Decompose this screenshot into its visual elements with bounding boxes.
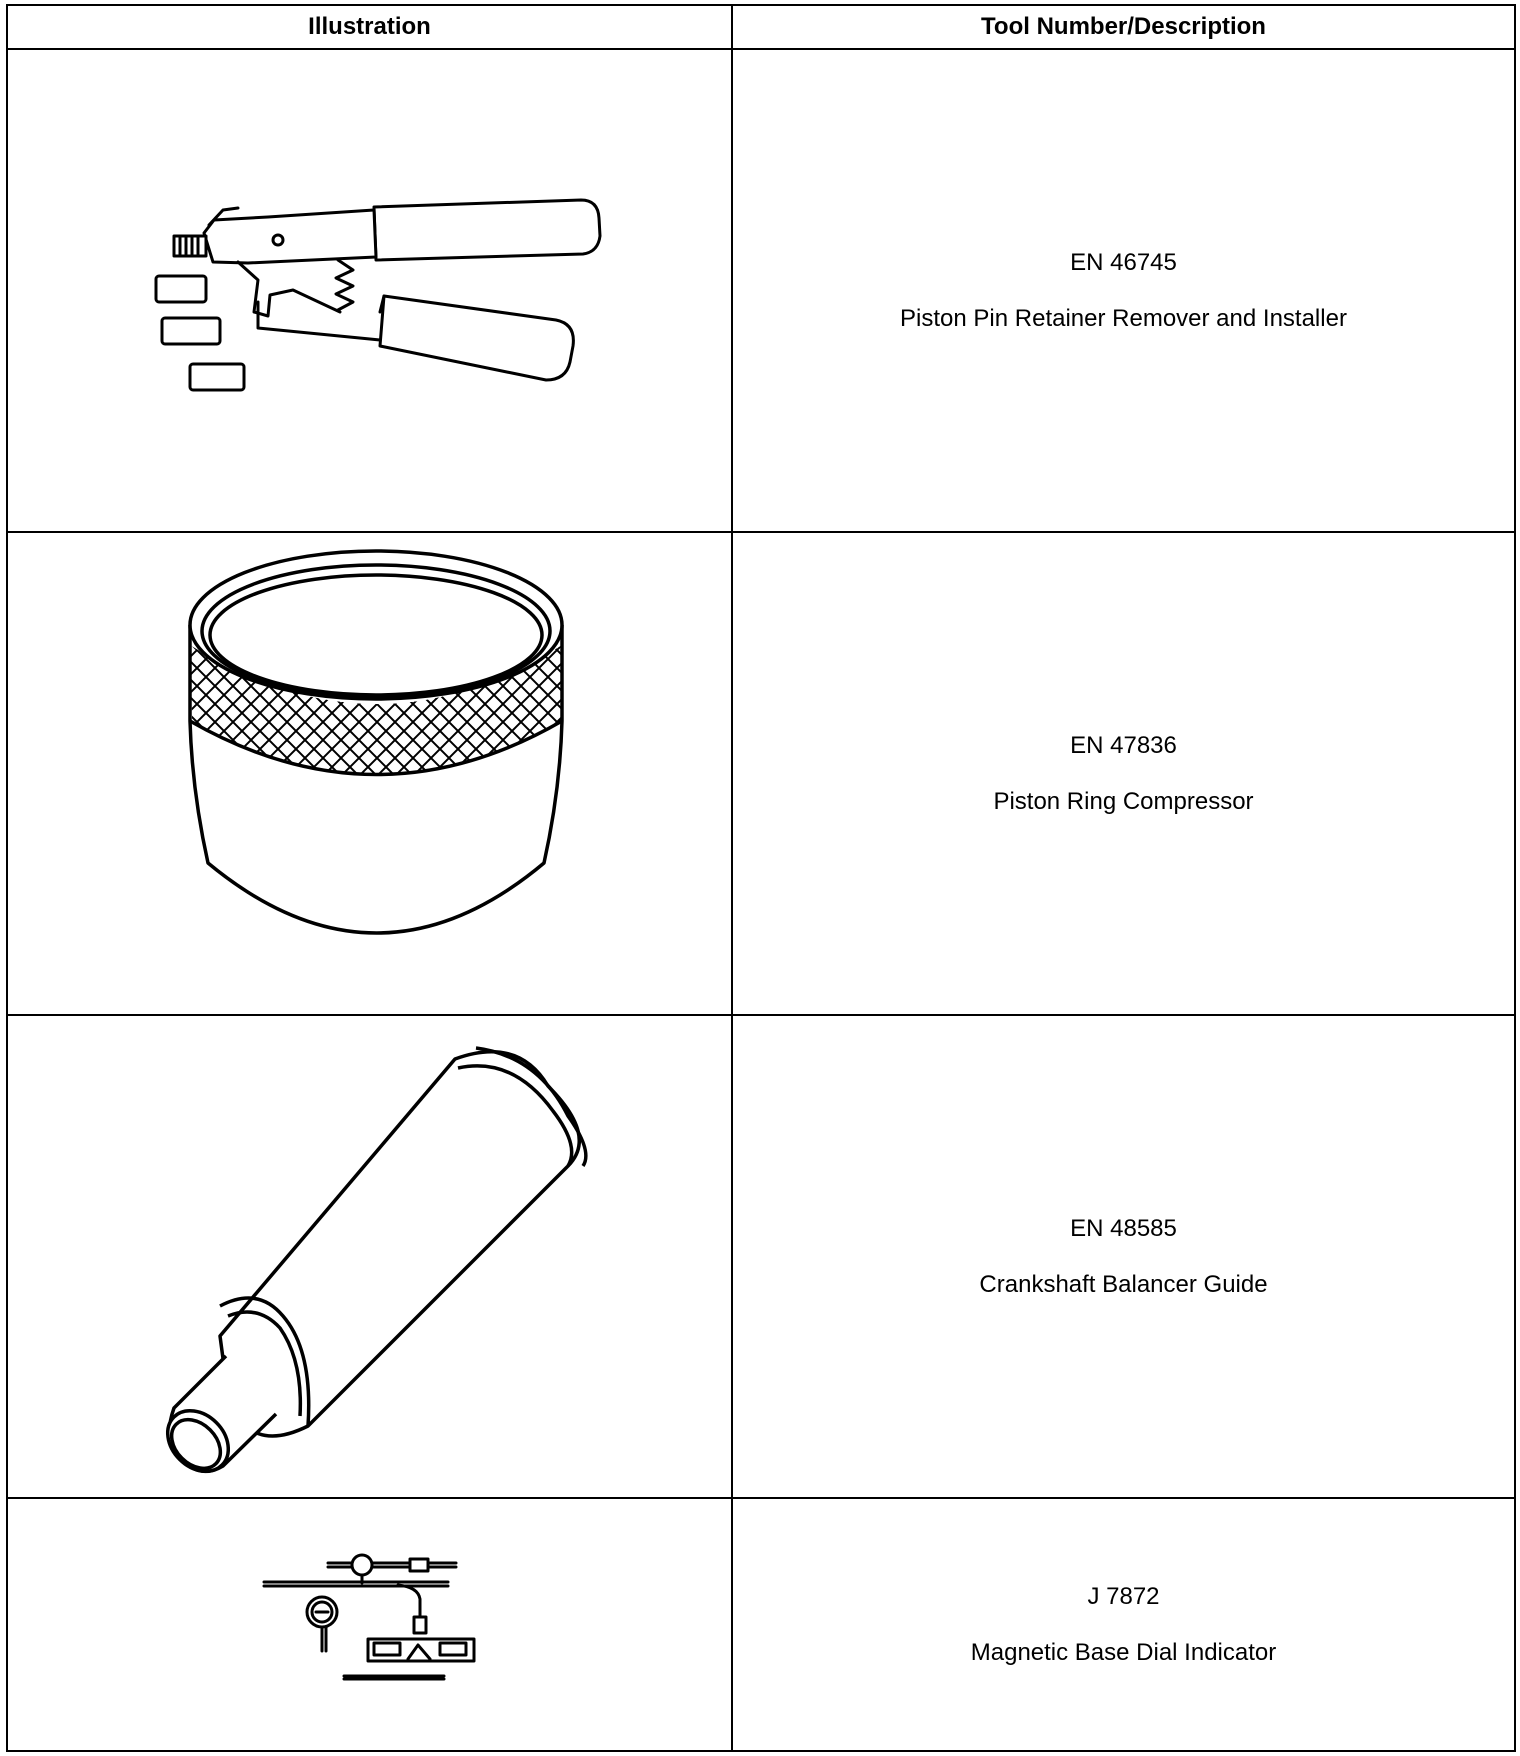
tool-number: EN 48585 [1070, 1214, 1177, 1242]
piston-pin-retainer-tool-icon [8, 50, 733, 531]
description-cell [732, 532, 1515, 1015]
tool-table [6, 4, 1516, 1752]
tool-description: Magnetic Base Dial Indicator [970, 1638, 1277, 1666]
crankshaft-balancer-guide-icon [8, 1016, 733, 1497]
tool-number: EN 46745 [1070, 248, 1177, 276]
illustration-cell [7, 1498, 732, 1751]
description-cell [732, 1498, 1515, 1751]
description-cell [732, 49, 1515, 532]
illustration-header: Illustration [7, 5, 732, 49]
illustration-cell [7, 532, 732, 1015]
illustration-cell [7, 49, 732, 532]
tool-description: Crankshaft Balancer Guide [979, 1270, 1268, 1298]
table-header-row [7, 5, 1515, 49]
illustration-cell [7, 1015, 732, 1498]
description-cell [732, 1015, 1515, 1498]
table-row [7, 532, 1515, 1015]
tool-description: Piston Pin Retainer Remover and Installer [900, 304, 1347, 332]
table-row [7, 1015, 1515, 1498]
piston-ring-compressor-icon [8, 533, 733, 1014]
table-row [7, 49, 1515, 532]
table-row [7, 1498, 1515, 1751]
tool-number: EN 47836 [1070, 731, 1177, 759]
tool-description: Piston Ring Compressor [993, 787, 1254, 815]
tool-number: J 7872 [1087, 1582, 1160, 1610]
tool-header: Tool Number/Description [732, 5, 1515, 49]
magnetic-base-dial-indicator-icon [8, 1499, 733, 1750]
